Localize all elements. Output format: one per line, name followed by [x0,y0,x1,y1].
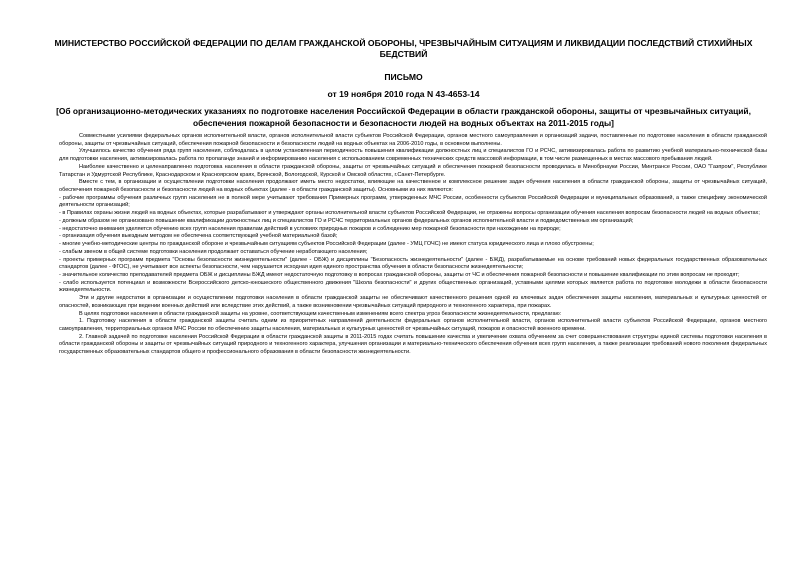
paragraph: Эти и другие недостатки в организации и осуществлении подготовки населения в области гражданской защиты не обеспечивают качественного решения одной из ключевых задач обеспечения защиты населения, материальных и культурных ценностей от опасностей, возникающих при ведении военных действий или вследствие этих действий, а также возникновении чрезвычайных ситуаций природного и техногенного характера, при пожарах. [59,295,767,309]
issuing-authority: МИНИСТЕРСТВО РОССИЙСКОЙ ФЕДЕРАЦИИ ПО ДЕЛАМ ГРАЖДАНСКОЙ ОБОРОНЫ, ЧРЕЗВЫЧАЙНЫМ СИТУАЦИЯМ И ЛИКВИДАЦИИ ПОСЛЕДСТВИЙ СТИХИЙНЫХ БЕДСТВИЙ [54,38,753,59]
paragraph: 2. Главной задачей по подготовке населения Российской Федерации в области гражданской защиты в 2011-2015 годах считать повышение качества и увеличение охвата обучением за счет совершенствования структуры единой системы подготовки населения в области гражданской обороны и защиты от чрезвычайных ситуаций природного и техногенного характера, улучшения организации и материально-технического обеспечения обучения всех групп населения, а также реализации требований нового поколения федеральных государственных образовательных стандартов общего и профессионального образования в области безопасности жизнедеятельности. [59,333,767,356]
document-title: [Об организационно-методических указаниях по подготовке населения Российской Федерации в области гражданской обороны, защиты от чрезвычайных ситуаций, обеспечения пожарной безопасности и безопасности людей на водных объектах на 2011-2015 годы] [56,106,751,128]
paragraph: Улучшилось качество обучения ряда групп населения, соблюдалась в целом установленная периодичность повышения квалификации должностных лиц и специалистов ГО и РСЧС, активизировалась работа по развитию учебной материально-технической базы для подготовки населения, активизировалась работа по пропаганде знаний и информированию населения с использованием современных технических средств массовой информации, в том числе размещенных в местах массового пребывания людей. [59,148,767,163]
list-item: - рабочие программы обучения различных групп населения не в полной мере учитывают требования Примерных программ, утвержденных МЧС России, особенности субъектов Российской Федерации и муниципальных образований, а также специфику экономической деятельности организаций; [59,194,767,209]
list-item: - недостаточно внимания уделяется обучению всех групп населения правилам действий в условиях природных пожаров и соблюдению мер пожарной безопасности при нахождении на природе; [59,225,561,232]
paragraph: 1. Подготовку населения в области гражданской защиты считать одним из приоритетных направлений деятельности федеральных органов исполнительной власти, органов исполнительной власти субъектов Российской Федерации, органов местного самоуправления, территориальных органов МЧС России по обеспечению защиты населения, материальных и культурных ценностей от чрезвычайных ситуаций, пожаров и опасностей военного времени. [59,318,767,332]
paragraph: Наиболее качественно и целенаправленно подготовка населения в области гражданской обороны, защиты от чрезвычайных ситуаций и обеспечения пожарной безопасности проводилась в Минобрнауки России, Минтрансе России, ОАО "Газпром", Республике Татарстан и Удмуртской Республике, Краснодарском и Красноярском краях, Брянской, Вологодской, Курской и Омской областях, г.Санкт-Петербурге. [59,163,767,178]
document-type: ПИСЬМО [384,72,423,82]
list-item: - слабым звеном в общей системе подготовки населения продолжает оставаться обучение неработающего населения; [59,248,368,255]
list-item: - многие учебно-методические центры по гражданской обороне и чрезвычайным ситуациям субъектов Российской Федерации (далее - УМЦ ГОЧС) не имеют статуса юридического лица и плохо обустроены; [59,241,594,248]
list-item: - организация обучения выездным методом не обеспечена соответствующей учебной материальной базой; [59,233,338,240]
document-date-number: от 19 ноября 2010 года N 43-4653-14 [327,89,480,99]
list-item: - слабо используется потенциал и возможности Всероссийского детско-юношеского общественного движения "Школа безопасности" и других общественных организаций, уставными целями которых является работа по подготовке молодежи в области безопасности жизнедеятельности. [59,279,767,294]
list-item: - проекты примерных программ предмета "Основы безопасности жизнедеятельности" (далее - ОБЖ) и дисциплины "Безопасность жизнедеятельности" (далее - БЖД), разрабатываемые на основе требований новых федеральных государственных образовательных стандартов (далее - ФГОС), не учитывают все аспекты безопасности, чем нарушается исходная идея единого пространства обучения в области безопасности жизнедеятельности; [59,256,767,271]
list-item: - в Правилах охраны жизни людей на водных объектах, которые разрабатывают и утверждают органы исполнительной власти субъектов Российской Федерации, не отражены вопросы организации обучения населения вопросам безопасности людей на водных объектах; [59,210,760,217]
list-item: - значительное количество преподавателей предмета ОБЖ и дисциплины БЖД имеют недостаточную подготовку в вопросах гражданской обороны, защиты от ЧС и обеспечения пожарной безопасности и повышение квалификации по этим вопросам не проходят; [59,271,740,278]
paragraph: В целях подготовки населения в области гражданской защиты на уровне, соответствующем качественным изменениям всего спектра угроз безопасности жизнедеятельности, предлагаю: [79,310,562,317]
list-item: - должным образом не организовано повышение квалификации должностных лиц и специалистов ГО и РСЧС территориальных органов федеральных органов исполнительной власти и подведомственных им организаций; [59,217,634,224]
paragraph: Вместе с тем, в организации и осуществлении подготовки населения продолжают иметь место недостатки, влияющие на качественное и комплексное решение задач обучения населения в области гражданской обороны, защиты от чрезвычайных ситуаций, обеспечения пожарной безопасности и безопасности людей на водных объектах (далее - в области гражданской защиты). Основными из них являются: [59,179,767,194]
document-body [59,133,767,357]
paragraph: Совместными усилиями федеральных органов исполнительной власти, органов исполнительной власти субъектов Российской Федерации, органов местного самоуправления и организаций задачи, поставленные по подготовке населения в области гражданской обороны, защиты от чрезвычайных ситуаций, обеспечения пожарной безопасности и безопасности людей на водных объектах на 2006-2010 годы, в основном выполнены. [59,133,767,147]
